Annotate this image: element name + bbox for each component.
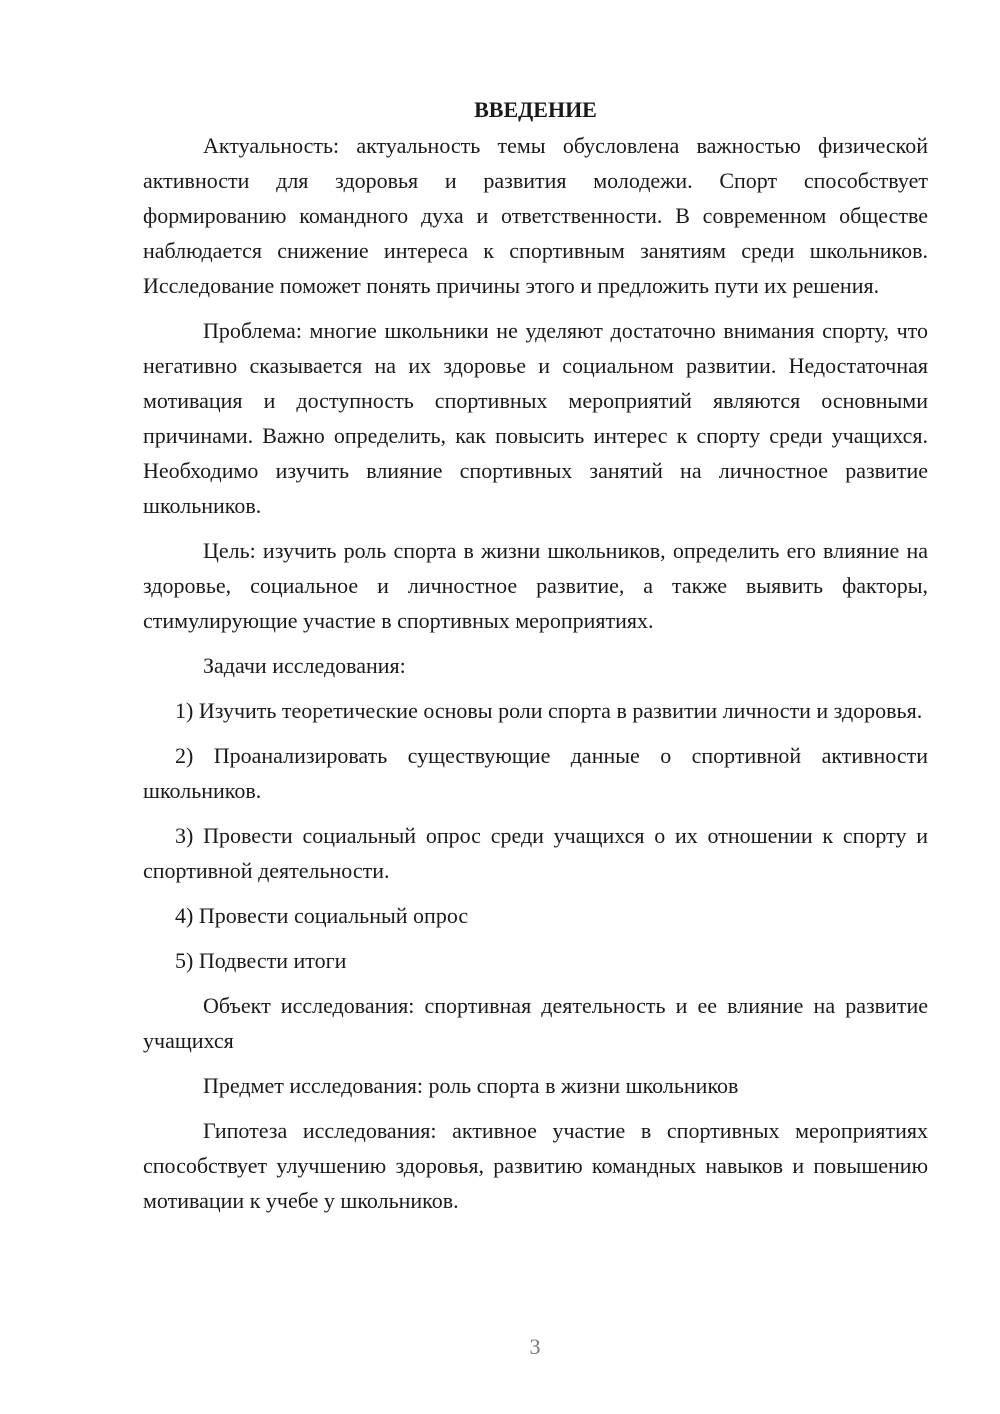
paragraph-object: Объект исследования: спортивная деятельность и ее влияние на развитие учащихся	[143, 993, 928, 1053]
document-page	[143, 92, 928, 1228]
paragraph-tasks-heading: Задачи исследования:	[203, 653, 406, 678]
task-item-5: 5) Подвести итоги	[175, 948, 347, 973]
paragraph-hypothesis: Гипотеза исследования: активное участие в спортивных мероприятиях способствует улучшению здоровья, развитию командных навыков и повышению мотивации к учебе у школьников.	[143, 1118, 928, 1213]
task-item-4: 4) Провести социальный опрос	[175, 903, 469, 928]
paragraph-problem: Проблема: многие школьники не уделяют достаточно внимания спорту, что негативно сказывается на их здоровье и социальном развитии. Недостаточная мотивация и доступность спортивных мероприятий являются основными причинами. Важно определить, как повысить интерес к спорту среди учащихся. Необходимо изучить влияние спортивных занятий на личностное развитие школьников.	[143, 318, 928, 518]
paragraph-subject: Предмет исследования: роль спорта в жизни школьников	[203, 1073, 739, 1098]
task-item-3: 3) Провести социальный опрос среди учащихся о их отношении к спорту и спортивной деятельности.	[143, 823, 928, 883]
task-item-1: 1) Изучить теоретические основы роли спорта в развитии личности и здоровья.	[175, 698, 923, 723]
paragraph-relevance: Актуальность: актуальность темы обусловлена важностью физической активности для здоровья и развития молодежи. Спорт способствует формированию командного духа и ответственности. В современном обществе наблюдается снижение интереса к спортивным занятиям среди школьников. Исследование поможет понять причины этого и предложить пути их решения.	[143, 133, 928, 298]
document-title: ВВЕДЕНИЕ	[474, 97, 597, 122]
page-number: 3	[529, 1334, 541, 1359]
task-item-2: 2) Проанализировать существующие данные о спортивной активности школьников.	[143, 743, 928, 803]
paragraph-goal: Цель: изучить роль спорта в жизни школьников, определить его влияние на здоровье, социальное и личностное развитие, а также выявить факторы, стимулирующие участие в спортивных мероприятиях.	[143, 538, 928, 633]
